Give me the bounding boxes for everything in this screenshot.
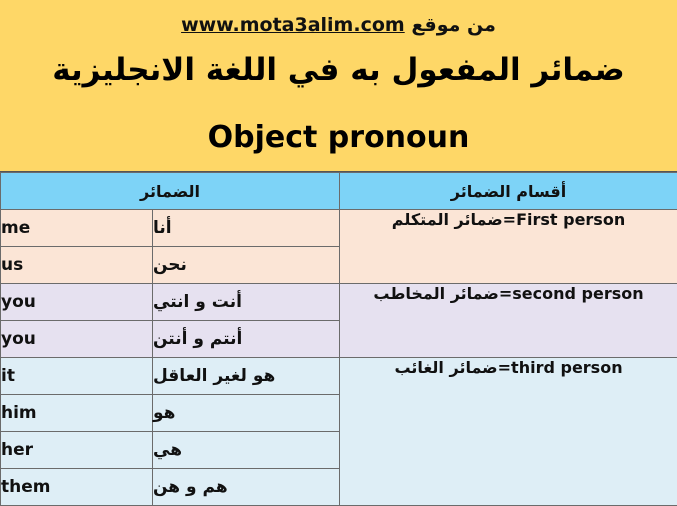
pronoun-en: you [1,284,153,321]
header-categories: أقسام الضمائر [340,173,677,210]
pronoun-ar: هي [153,432,340,469]
header-banner [0,0,677,172]
pronoun-en: it [1,358,153,395]
pronoun-en: you [1,321,153,358]
title-english: Object pronoun [0,120,677,155]
pronoun-table [0,172,677,506]
pronoun-ar: هم و هن [153,469,340,506]
table-header-row [1,173,677,210]
pronoun-ar: هو [153,395,340,432]
category-third-person: ضمائر الغائب=third person [340,358,677,506]
pronoun-en: me [1,210,153,247]
title-arabic: ضمائر المفعول به في اللغة الانجليزية [0,52,677,88]
table-row [1,358,677,395]
site-line [0,14,677,36]
table-row [1,210,677,247]
category-first-person: ضمائر المتكلم=First person [340,210,677,284]
pronoun-ar: نحن [153,247,340,284]
category-second-person: ضمائر المخاطب=second person [340,284,677,358]
site-prefix: من موقع [411,14,496,36]
pronoun-en: her [1,432,153,469]
pronoun-ar: أنتم و أنتن [153,321,340,358]
pronoun-en: us [1,247,153,284]
table-row [1,284,677,321]
pronoun-en: him [1,395,153,432]
site-url-link[interactable]: www.mota3alim.com [181,14,405,36]
pronoun-en: them [1,469,153,506]
pronoun-ar: هو لغير العاقل [153,358,340,395]
header-pronouns: الضمائر [1,173,340,210]
pronoun-ar: أنت و انتي [153,284,340,321]
pronoun-ar: أنا [153,210,340,247]
